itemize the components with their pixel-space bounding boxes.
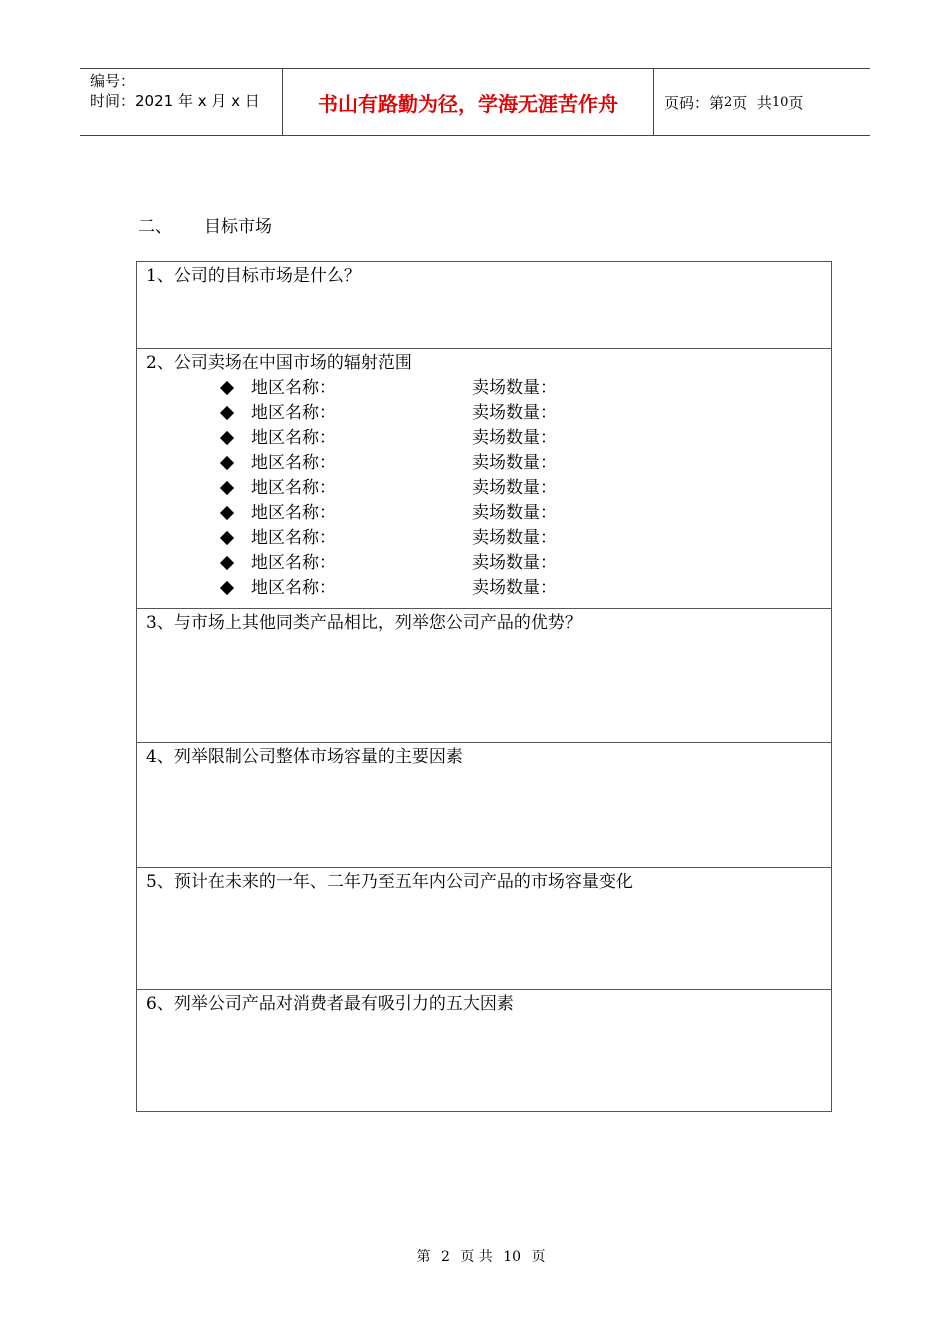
store-count-label: 卖场数量： bbox=[472, 378, 557, 398]
question-row-2[interactable] bbox=[137, 348, 831, 608]
diamond-bullet-icon bbox=[220, 456, 234, 470]
diamond-bullet-icon bbox=[220, 431, 234, 445]
store-count-label: 卖场数量： bbox=[472, 428, 557, 448]
question-row-3[interactable] bbox=[137, 608, 831, 742]
region-name-label: 地区名称： bbox=[251, 453, 336, 473]
region-name-label: 地区名称： bbox=[251, 528, 336, 548]
section-heading bbox=[138, 212, 272, 237]
question-4: 4、列举限制公司整体市场容量的主要因素 bbox=[146, 747, 463, 767]
diamond-bullet-icon bbox=[220, 481, 234, 495]
region-name-label: 地区名称： bbox=[251, 403, 336, 423]
store-count-label: 卖场数量： bbox=[472, 578, 557, 598]
diamond-bullet-icon bbox=[220, 556, 234, 570]
region-name-label: 地区名称： bbox=[251, 378, 336, 398]
region-item bbox=[146, 551, 831, 576]
diamond-bullet-icon bbox=[220, 381, 234, 395]
region-item bbox=[146, 501, 831, 526]
region-item bbox=[146, 401, 831, 426]
store-count-label: 卖场数量： bbox=[472, 503, 557, 523]
footer-mid: 页 共 bbox=[460, 1249, 493, 1265]
page-mid: 页 共 bbox=[732, 93, 772, 112]
header-info bbox=[80, 69, 282, 135]
question-row-4[interactable] bbox=[137, 742, 831, 867]
diamond-bullet-icon bbox=[220, 506, 234, 520]
diamond-bullet-icon bbox=[220, 406, 234, 420]
footer-suffix: 页 bbox=[531, 1249, 546, 1265]
question-row-5[interactable] bbox=[137, 867, 831, 989]
question-row-6[interactable] bbox=[137, 989, 831, 1111]
page-label: 页码：第 bbox=[664, 93, 725, 112]
store-count-label: 卖场数量： bbox=[472, 528, 557, 548]
region-name-label: 地区名称： bbox=[251, 578, 336, 598]
question-5: 5、预计在未来的一年、二年乃至五年内公司产品的市场容量变化 bbox=[146, 872, 633, 892]
diamond-bullet-icon bbox=[220, 531, 234, 545]
store-count-label: 卖场数量： bbox=[472, 453, 557, 473]
region-item bbox=[146, 526, 831, 551]
page-total: 10 bbox=[771, 94, 789, 110]
question-6: 6、列举公司产品对消费者最有吸引力的五大因素 bbox=[146, 994, 514, 1014]
region-item bbox=[146, 426, 831, 451]
number-label: 编号： bbox=[90, 72, 136, 90]
question-2: 2、公司卖场在中国市场的辐射范围 bbox=[146, 353, 412, 373]
time-label: 时间：2021 年 x 月 x 日 bbox=[90, 92, 260, 110]
store-count-label: 卖场数量： bbox=[472, 478, 557, 498]
region-item bbox=[146, 376, 831, 401]
questionnaire-table bbox=[136, 261, 832, 1112]
question-3: 3、与市场上其他同类产品相比，列举您公司产品的优势？ bbox=[146, 613, 582, 633]
question-1: 1、公司的目标市场是什么？ bbox=[146, 266, 361, 286]
region-item bbox=[146, 576, 831, 601]
header-motto: 书山有路勤为径，学海无涯苦作舟 bbox=[282, 69, 654, 135]
footer-prefix: 第 bbox=[416, 1249, 431, 1265]
region-item bbox=[146, 451, 831, 476]
region-name-label: 地区名称： bbox=[251, 428, 336, 448]
page-end: 页 bbox=[788, 93, 804, 112]
section-number: 二、 bbox=[138, 217, 172, 237]
region-name-label: 地区名称： bbox=[251, 553, 336, 573]
page-footer bbox=[0, 1246, 950, 1266]
page-header bbox=[80, 68, 870, 136]
region-name-label: 地区名称： bbox=[251, 478, 336, 498]
header-page-info bbox=[654, 69, 870, 135]
diamond-bullet-icon bbox=[220, 581, 234, 595]
section-title: 目标市场 bbox=[204, 217, 272, 237]
store-count-label: 卖场数量： bbox=[472, 553, 557, 573]
footer-total: 10 bbox=[503, 1249, 522, 1265]
question-row-1[interactable] bbox=[137, 262, 831, 348]
footer-page: 2 bbox=[440, 1249, 450, 1265]
region-name-label: 地区名称： bbox=[251, 503, 336, 523]
region-list bbox=[146, 376, 831, 601]
page-number: 2 bbox=[724, 94, 733, 110]
store-count-label: 卖场数量： bbox=[472, 403, 557, 423]
region-item bbox=[146, 476, 831, 501]
